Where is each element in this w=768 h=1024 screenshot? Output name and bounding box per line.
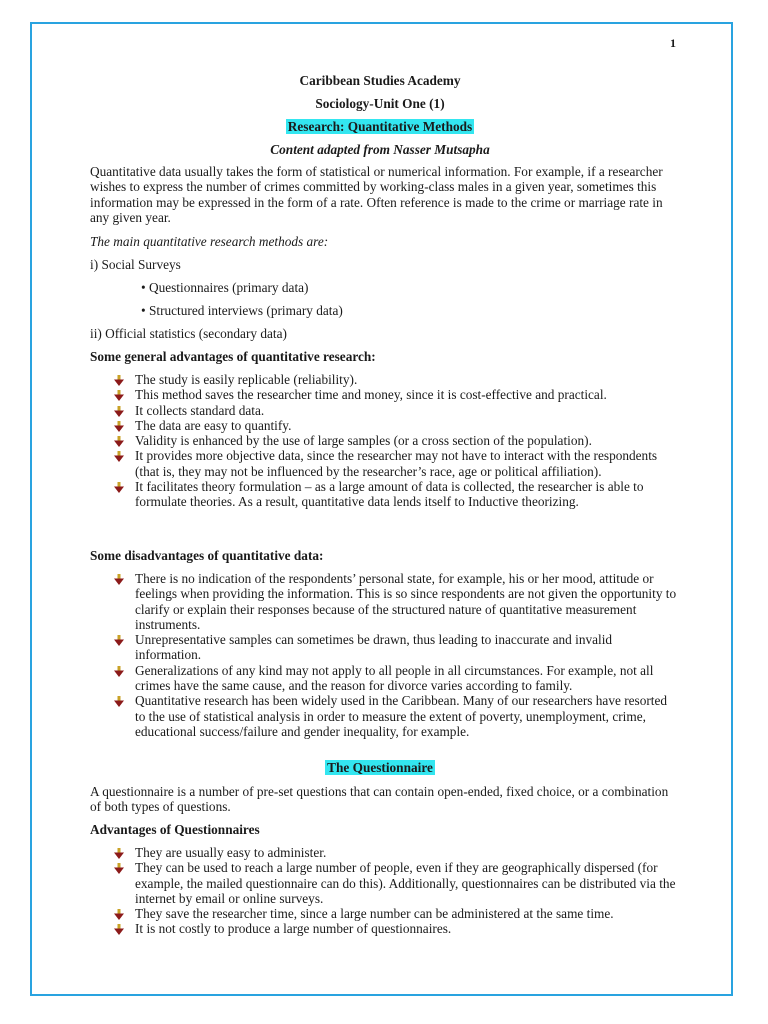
- list-item-text: The data are easy to quantify.: [135, 417, 292, 433]
- arrow-down-bullet-icon: [114, 420, 124, 431]
- arrow-down-bullet-icon: [114, 862, 124, 873]
- list-item: [114, 663, 680, 694]
- page-number: 1: [670, 36, 676, 50]
- list-item-text: It provides more objective data, since the researcher may not have to interact with the respondents (that is, they may not be influenced by the researcher’s race, age or political affiliation).: [135, 448, 658, 479]
- list-item-text: They save the researcher time, since a large number can be administered at the same time.: [135, 906, 614, 922]
- list-item-text: It facilitates theory formulation – as a large amount of data is collected, the researcher is able to formulate theories. As a result, quantitative data lends itself to Inductive theorizing.: [135, 479, 644, 510]
- arrow-down-bullet-icon: [114, 389, 124, 400]
- arrow-down-bullet-icon: [114, 481, 124, 492]
- list-item-text: Validity is enhanced by the use of large samples (or a cross section of the population).: [135, 433, 592, 449]
- method-sub-questionnaires: • Questionnaires (primary data): [141, 280, 309, 295]
- arrow-down-bullet-icon: [114, 405, 124, 416]
- arrow-down-bullet-icon: [114, 847, 124, 858]
- method-social-surveys: i) Social Surveys: [90, 257, 181, 272]
- arrow-down-bullet-icon: [114, 573, 124, 584]
- arrow-down-bullet-icon: [114, 695, 124, 706]
- list-item: [114, 845, 680, 860]
- list-item-text: It collects standard data.: [135, 402, 265, 418]
- method-official-statistics: ii) Official statistics (secondary data): [90, 326, 287, 341]
- method-sub-interviews: • Structured interviews (primary data): [141, 303, 343, 318]
- academy-title: Caribbean Studies Academy: [299, 73, 461, 88]
- list-item: [114, 418, 680, 433]
- advantages-list: [90, 372, 680, 510]
- arrow-down-bullet-icon: [114, 450, 124, 461]
- intro-paragraph: Quantitative data usually takes the form of statistical or numerical information. For example, if a researcher wishes to express the number of crimes committed by working-class males in a given year, sometimes this information may be expressed in the form of a rate. Often reference is made to the crime or marriage rate in any given year.: [90, 164, 663, 225]
- list-item: [114, 571, 680, 632]
- credit-line: Content adapted from Nasser Mutsapha: [270, 142, 490, 157]
- arrow-down-bullet-icon: [114, 634, 124, 645]
- list-item-text: The study is easily replicable (reliability).: [135, 372, 358, 387]
- list-item: [114, 906, 680, 921]
- questionnaire-title: The Questionnaire: [327, 760, 433, 775]
- list-item: [114, 372, 680, 387]
- list-item-text: They are usually easy to administer.: [135, 845, 327, 860]
- arrow-down-bullet-icon: [114, 435, 124, 446]
- list-item-text: They can be used to reach a large number of people, even if they are geographically dispersed (for example, the mailed questionnaire can do this). Additionally, questionnaires can be distributed via the internet by email or online surveys.: [135, 860, 676, 906]
- list-item-text: This method saves the researcher time and money, since it is cost-effective and practical.: [135, 387, 607, 403]
- list-item-text: Quantitative research has been widely used in the Caribbean. Many of our researchers have resorted to the use of statistical analysis in order to measure the extent of poverty, unemployment, crime, educational success/failure and gender inequality, for example.: [135, 693, 668, 739]
- questionnaire-definition: A questionnaire is a number of pre-set questions that can contain open-ended, fixed choice, or a combination of both types of questions.: [90, 784, 669, 815]
- list-item: [114, 921, 680, 936]
- arrow-down-bullet-icon: [114, 908, 124, 919]
- list-item: [114, 479, 680, 510]
- list-item-text: There is no indication of the respondents’ personal state, for example, his or her mood, attitude or feelings when providing the information. This is so since respondents are not given the opportunity to clarify or explain their responses because of the structured nature of quantitative measurement instruments.: [135, 571, 677, 632]
- list-item-text: It is not costly to produce a large number of questionnaires.: [135, 921, 452, 937]
- list-item-text: Generalizations of any kind may not apply to all people in all circumstances. For example, not all crimes have the same cause, and the reason for divorce varies according to family.: [135, 662, 654, 694]
- arrow-down-bullet-icon: [114, 374, 124, 385]
- list-item: [114, 387, 680, 402]
- methods-intro: The main quantitative research methods are:: [90, 234, 329, 249]
- arrow-down-bullet-icon: [114, 923, 124, 934]
- list-item: [114, 693, 680, 739]
- list-item: [114, 403, 680, 418]
- arrow-down-bullet-icon: [114, 665, 124, 676]
- disadvantages-heading: Some disadvantages of quantitative data:: [90, 548, 324, 563]
- list-item: [114, 448, 680, 479]
- topic-title: Research: Quantitative Methods: [287, 119, 473, 134]
- disadvantages-list: [90, 571, 680, 739]
- questionnaire-advantages-list: [90, 845, 680, 937]
- list-item-text: Unrepresentative samples can sometimes be drawn, thus leading to inaccurate and invalid information.: [135, 632, 613, 663]
- questionnaire-advantages-heading: Advantages of Questionnaires: [90, 822, 260, 837]
- unit-title: Sociology-Unit One (1): [315, 96, 445, 111]
- advantages-heading: Some general advantages of quantitative research:: [90, 349, 376, 364]
- list-item: [114, 632, 680, 663]
- list-item: [114, 433, 680, 448]
- list-item: [114, 860, 680, 906]
